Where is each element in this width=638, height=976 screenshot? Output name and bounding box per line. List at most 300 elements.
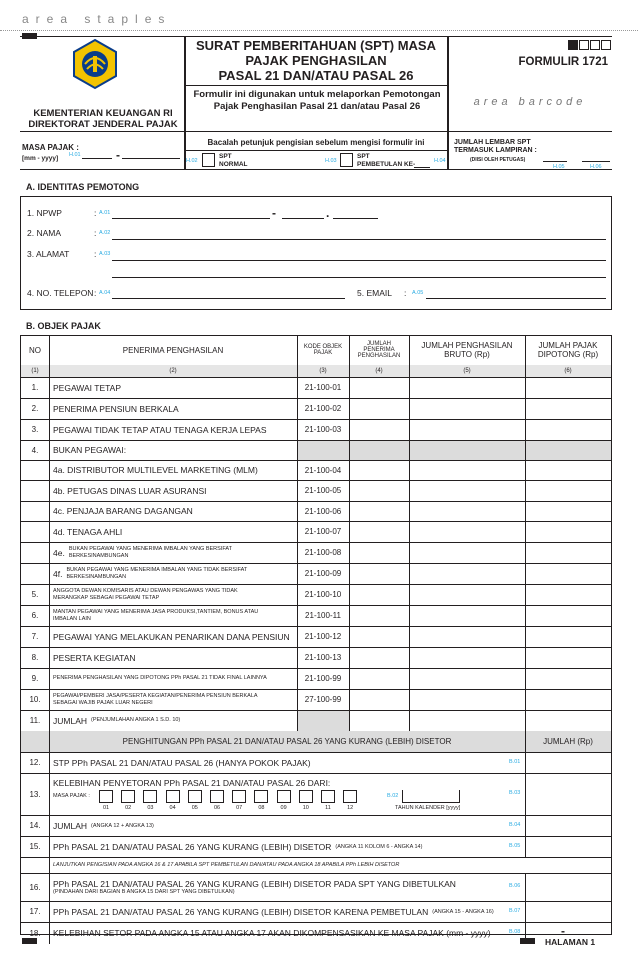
telepon-colon: : [94, 288, 97, 298]
r13-no: 13. [29, 789, 41, 799]
col-divider [525, 710, 526, 731]
r13-month-label: 06 [213, 805, 221, 811]
alamat-colon: : [94, 249, 97, 259]
r13-month-box[interactable] [143, 790, 157, 803]
r13-month-label: 11 [325, 805, 331, 811]
row-no: 5. [31, 590, 39, 599]
h04-label: H.04 [434, 158, 446, 164]
row-no: 8. [31, 653, 39, 662]
row-no [21, 501, 49, 521]
col-divider [349, 419, 350, 440]
col-divider [349, 365, 350, 377]
r18-dash: - [561, 924, 565, 938]
nama-field[interactable] [112, 239, 606, 240]
th-dipotong: JUMLAH PAJAK DIPOTONG (Rp) [537, 341, 599, 359]
r15-small: (ANGKA 11 KOLOM 6 - ANGKA 14) [335, 843, 423, 850]
row-label [53, 605, 293, 626]
col-divider [349, 605, 350, 626]
col-divider [349, 335, 350, 365]
col-divider [297, 626, 298, 647]
telepon-field[interactable] [112, 298, 345, 299]
nama-label: 2. NAMA [27, 228, 62, 238]
col-divider [49, 857, 50, 873]
row-code: 21-100-12 [304, 632, 342, 641]
r12-no: 12. [29, 758, 41, 767]
col-divider [409, 460, 410, 480]
r13-month-label: 12 [347, 805, 354, 811]
area-barcode: area barcode [473, 96, 587, 108]
input-count[interactable] [350, 461, 408, 479]
r17-no: 17. [29, 907, 41, 916]
r18-label-wrap [53, 922, 503, 944]
col-divider [409, 647, 410, 668]
input-bruto[interactable] [410, 399, 524, 418]
masa-pajak-month-field[interactable] [82, 158, 112, 159]
col-divider [297, 710, 298, 731]
row-label [53, 419, 293, 440]
col-divider [49, 584, 50, 605]
r13-month-label: 07 [236, 805, 243, 811]
input-bruto[interactable] [410, 502, 524, 520]
r13-month-box[interactable] [99, 790, 113, 803]
col-divider [49, 815, 50, 836]
r13-month-box[interactable] [254, 790, 268, 803]
r13-month-label: 08 [258, 805, 265, 811]
r17-ref: B.07 [509, 907, 521, 914]
col-divider [525, 815, 526, 836]
row-label-text: PEGAWAI YANG MELAKUKAN PENARIKAN DANA PENSIUN [53, 631, 290, 642]
input-dipotong[interactable] [526, 522, 610, 541]
col-divider [525, 335, 526, 365]
col-divider [49, 873, 50, 901]
col-divider [349, 480, 350, 501]
row-no: 1. [31, 383, 39, 392]
r17-amount-input[interactable] [526, 902, 610, 921]
r13-month-box[interactable] [343, 790, 357, 803]
col-divider [525, 901, 526, 922]
row-code: 21-100-02 [304, 404, 342, 413]
col-divider [297, 335, 298, 365]
input-count[interactable] [350, 420, 408, 439]
col-divider [349, 668, 350, 689]
col-divider [409, 521, 410, 542]
col-divider [525, 836, 526, 857]
input-dipotong[interactable] [526, 461, 610, 479]
row-divider [21, 773, 611, 774]
h05-label: H.05 [553, 164, 565, 170]
a04-label: A.04 [99, 290, 111, 296]
col-divider [525, 480, 526, 501]
col-divider [49, 365, 50, 377]
col-divider [409, 440, 410, 460]
col-divider [297, 419, 298, 440]
r15-amount-input[interactable] [526, 837, 610, 856]
colnum-4: (4) [375, 368, 383, 374]
col-divider [525, 873, 526, 901]
col-divider [349, 501, 350, 521]
npwp-field-3[interactable] [333, 218, 378, 219]
input-bruto[interactable] [410, 481, 524, 500]
col-divider [49, 605, 50, 626]
input-bruto[interactable] [410, 543, 524, 562]
npwp-field-1[interactable] [112, 218, 270, 219]
input-count[interactable] [350, 564, 408, 583]
spt-pembetulan-checkbox[interactable] [340, 153, 353, 167]
jumlah-lembar-field-1[interactable] [543, 161, 567, 162]
col-divider [297, 542, 298, 563]
alamat-label: 3. ALAMAT [27, 249, 70, 259]
col-divider [349, 460, 350, 480]
r13-month-box[interactable] [232, 790, 246, 803]
col-divider [49, 901, 50, 922]
input-bruto[interactable] [410, 522, 524, 541]
h02-label: H.02 [186, 158, 198, 164]
col-divider [409, 689, 410, 710]
input-bruto[interactable] [410, 690, 524, 709]
input-count[interactable] [350, 481, 408, 500]
h01-label: H.01 [69, 152, 81, 158]
r12-ref: B.01 [509, 758, 521, 765]
masa-pajak-year-field[interactable] [122, 158, 180, 159]
col-divider [49, 752, 50, 773]
jumlah-lembar-label: JUMLAH LEMBAR SPT TERMASUK LAMPIRAN : [454, 139, 537, 154]
r16-label-wrap [53, 873, 503, 901]
row-no: 4. [31, 445, 39, 455]
email-field[interactable] [426, 298, 606, 299]
input-bruto[interactable] [410, 461, 524, 479]
r13-month-box[interactable] [210, 790, 224, 803]
colnum-1: (1) [31, 368, 39, 374]
row-label [53, 647, 293, 668]
row-label-text: PEGAWAI TIDAK TETAP ATAU TENAGA KERJA LEPAS [53, 424, 267, 435]
colnum-5: (5) [463, 368, 471, 374]
objek-pajak-table [20, 335, 612, 938]
input-count[interactable] [350, 648, 408, 667]
col-divider [49, 922, 50, 944]
row-label [53, 460, 293, 480]
r12-label: STP PPh PASAL 21 DAN/ATAU PASAL 26 (HANYA POKOK PAJAK) [53, 757, 311, 768]
col-divider [525, 731, 526, 752]
col-divider [525, 668, 526, 689]
r18-label: KELEBIHAN SETOR PADA ANGKA 15 ATAU ANGKA 17 AKAN DIKOMPENSASIKAN KE MASA PAJAK (mm - yyyy) [53, 928, 491, 938]
r13-b02: B.02 [387, 793, 399, 799]
col-divider [49, 460, 50, 480]
col-divider [409, 335, 410, 365]
input-count[interactable] [350, 690, 408, 709]
row-label [53, 584, 293, 605]
r13-month-label: 02 [125, 805, 132, 811]
col-divider [409, 419, 410, 440]
input-dipotong[interactable] [526, 481, 610, 500]
form-title-1: SURAT PEMBERITAHUAN (SPT) MASA [195, 38, 436, 53]
spt-pembetulan-label-1: SPT [357, 153, 370, 160]
input-bruto[interactable] [410, 627, 524, 646]
r13-month-box[interactable] [299, 790, 313, 803]
npwp-field-2[interactable] [282, 218, 324, 219]
petunjuk-underline [186, 150, 447, 151]
input-bruto[interactable] [410, 711, 524, 730]
input-dipotong[interactable] [526, 648, 610, 667]
col-divider [525, 773, 526, 815]
masa-pajak-label: MASA PAJAK : [22, 143, 79, 152]
col-divider [525, 542, 526, 563]
r13-masa-label: MASA PAJAK : [53, 793, 90, 799]
col-divider [409, 584, 410, 605]
row-label [53, 480, 293, 501]
nama-colon: : [94, 228, 97, 238]
col-divider [525, 377, 526, 398]
r15-ref: B.05 [509, 842, 521, 849]
col-divider [349, 398, 350, 419]
row-label-text: PEGAWAI TETAP [53, 382, 122, 393]
spt-normal-label-1: SPT [219, 153, 232, 160]
col-divider [49, 689, 50, 710]
col-divider [409, 501, 410, 521]
r13-month-label: 10 [302, 805, 309, 811]
col-divider [349, 377, 350, 398]
row-code: 21-100-04 [304, 465, 342, 475]
input-dipotong[interactable] [526, 627, 610, 646]
row-no [21, 480, 49, 501]
col-divider [49, 501, 50, 521]
col-divider [49, 377, 50, 398]
th-no: NO [29, 345, 41, 355]
input-count[interactable] [350, 606, 408, 625]
r15-label-wrap [53, 836, 503, 857]
col-divider [49, 710, 50, 731]
r13-month-box[interactable] [121, 790, 135, 803]
shaded-cell [410, 441, 525, 460]
a05-label: A.05 [412, 290, 424, 296]
input-count[interactable] [350, 669, 408, 688]
col-divider [49, 335, 50, 365]
row-label-small: PENERIMA PENGHASILAN YANG DIPOTONG PPh PASAL 21 TIDAK FINAL LAINNYA [53, 675, 267, 682]
email-label: 5. EMAIL [357, 288, 392, 298]
row-label-text: 4a. DISTRIBUTOR MULTILEVEL MARKETING (MLM) [53, 465, 258, 475]
col-divider [525, 365, 526, 377]
input-dipotong[interactable] [526, 378, 610, 397]
row-label-small: BUKAN PEGAWAI YANG MENERIMA IMBALAN YANG BERSIFAT BERKESINAMBUNGAN [68, 546, 232, 559]
r14-no: 14. [29, 821, 41, 830]
r13-label: KELEBIHAN PENYETORAN PPh PASAL 21 DAN/ATAU PASAL 26 DARI: [53, 778, 331, 788]
r13-month-box[interactable] [166, 790, 180, 803]
input-bruto[interactable] [410, 606, 524, 625]
r14-label: JUMLAH [53, 820, 88, 831]
col-divider [409, 605, 410, 626]
row-label-text: PENERIMA PENSIUN BERKALA [53, 403, 179, 414]
row-code: 21-100-01 [304, 383, 342, 392]
row-label [53, 501, 293, 521]
col-divider [49, 836, 50, 857]
row-no: 7. [31, 632, 39, 641]
alamat-field-1[interactable] [112, 260, 606, 261]
r14-small: (ANGKA 12 + ANGKA 13) [91, 822, 154, 829]
col-divider [409, 563, 410, 584]
calc-jumlah-header: JUMLAH (Rp) [543, 737, 593, 746]
r13-year-input[interactable] [402, 790, 460, 803]
form-squares [568, 40, 612, 50]
input-dipotong[interactable] [526, 669, 610, 688]
row-code: 27-100-99 [304, 695, 342, 704]
r13-month-box[interactable] [321, 790, 335, 803]
shaded-cell [298, 711, 349, 731]
input-count[interactable] [350, 522, 408, 541]
row-label [53, 377, 293, 398]
r14-ref: B.04 [509, 821, 521, 828]
input-bruto[interactable] [410, 378, 524, 397]
header-title-underline [186, 85, 447, 86]
col-divider [49, 440, 50, 460]
col-divider [525, 440, 526, 460]
row-label-small: MANTAN PEGAWAI YANG MENERIMA JASA PRODUKSI,TANTIEM, BONUS ATAU IMBALAN LAIN [53, 609, 259, 622]
form-number: FORMULIR 1721 [518, 56, 608, 68]
input-count[interactable] [350, 399, 408, 418]
input-dipotong[interactable] [526, 502, 610, 520]
col-divider [525, 398, 526, 419]
r14-amount-input[interactable] [526, 816, 610, 835]
npwp-colon: : [94, 208, 97, 218]
col-divider [349, 542, 350, 563]
th-jumlah-penerima: JUMLAH PENERIMA PENGHASILAN [357, 341, 401, 359]
input-dipotong[interactable] [526, 585, 610, 604]
col-divider [49, 731, 50, 752]
row-label [53, 668, 293, 689]
diisi-petugas-label: (DIISI OLEH PETUGAS) [470, 157, 526, 163]
row-label [53, 398, 293, 419]
alamat-field-2[interactable] [112, 277, 606, 278]
r13-month-label: 01 [102, 805, 110, 811]
r13-tahun-label: TAHUN KALENDER [yyyy] [395, 805, 461, 811]
row-label [53, 626, 293, 647]
col-divider [409, 668, 410, 689]
colnum-3: (3) [319, 368, 327, 374]
col-divider [525, 626, 526, 647]
jumlah-lembar-field-2[interactable] [582, 161, 610, 162]
row-label-text: 4b. PETUGAS DINAS LUAR ASURANSI [53, 485, 207, 496]
input-count[interactable] [350, 543, 408, 562]
area-staples: area staples [22, 12, 172, 26]
input-count[interactable] [350, 502, 408, 520]
ministry-name: KEMENTERIAN KEUANGAN RI [33, 108, 173, 119]
a03-label: A.03 [99, 251, 111, 257]
col-divider [49, 647, 50, 668]
col-divider [349, 626, 350, 647]
spt-normal-label-2: NORMAL [219, 161, 248, 168]
spt-normal-checkbox[interactable] [202, 153, 215, 167]
input-count[interactable] [350, 378, 408, 397]
col-divider [525, 419, 526, 440]
r18-no: 18. [29, 928, 41, 938]
top-dotted-line [0, 30, 638, 31]
row-no [21, 542, 49, 563]
col-divider [49, 563, 50, 584]
input-count[interactable] [350, 711, 408, 730]
r13-label-wrap [53, 777, 503, 789]
input-dipotong[interactable] [526, 711, 610, 730]
row-no: 9. [31, 674, 39, 683]
djp-logo [70, 38, 120, 90]
input-dipotong[interactable] [526, 606, 610, 625]
r16-amount-input[interactable] [526, 874, 610, 900]
row-code: 21-100-07 [304, 527, 342, 536]
h06-label: H.06 [590, 164, 602, 170]
input-bruto[interactable] [410, 585, 524, 604]
row-code: 21-100-10 [304, 590, 342, 599]
r13-month-box[interactable] [277, 790, 291, 803]
input-count[interactable] [350, 627, 408, 646]
row-label-text: JUMLAH [53, 715, 88, 726]
r12-label-wrap [53, 752, 503, 773]
col-divider [297, 584, 298, 605]
input-bruto[interactable] [410, 564, 524, 583]
th-bruto: JUMLAH PENGHASILAN BRUTO (Rp) [421, 341, 513, 359]
input-count[interactable] [350, 585, 408, 604]
r13-month-label: 03 [147, 805, 154, 811]
row-code: 21-100-99 [304, 674, 342, 683]
col-divider [349, 584, 350, 605]
telepon-label: 4. NO. TELEPON [27, 288, 94, 298]
note-row: LANJUTKAN PENGISIAN PADA ANGKA 16 & 17 APABILA SPT PEMBETULAN DAN/ATAU PADA ANGKA 18 APABILA PPh LEBIH DISETOR [53, 862, 400, 868]
a02-label: A.02 [99, 230, 111, 236]
section-a-title: A. IDENTITAS PEMOTONG [26, 182, 140, 192]
col-divider [49, 668, 50, 689]
row-no: 11. [29, 716, 41, 725]
row-label-text: 4d. TENAGA AHLI [53, 526, 123, 537]
row-code: 21-100-05 [304, 486, 342, 495]
npwp-dash: - [272, 206, 276, 220]
input-dipotong[interactable] [526, 690, 610, 709]
r13-amount-input[interactable] [526, 774, 610, 814]
col-divider [297, 398, 298, 419]
r12-amount-input[interactable] [526, 753, 610, 772]
col-divider [525, 605, 526, 626]
r15-label: PPh PASAL 21 DAN/ATAU PASAL 26 YANG KURANG (LEBIH) DISETOR [53, 841, 332, 852]
col-divider [349, 689, 350, 710]
r15-no: 15. [29, 842, 41, 851]
r16-ref: B.06 [509, 883, 521, 889]
row-label-text: BUKAN PEGAWAI: [53, 445, 127, 455]
r14-label-wrap [53, 815, 503, 836]
pembetulan-ke-field[interactable] [414, 167, 430, 168]
input-dipotong[interactable] [526, 564, 610, 583]
col-divider [409, 398, 410, 419]
row-code: 21-100-13 [304, 653, 342, 662]
r17-label-wrap [53, 901, 503, 922]
input-dipotong[interactable] [526, 543, 610, 562]
row-no [21, 521, 49, 542]
input-bruto[interactable] [410, 669, 524, 688]
col-divider [409, 710, 410, 731]
input-bruto[interactable] [410, 420, 524, 439]
col-divider [409, 365, 410, 377]
email-colon: : [404, 288, 407, 298]
row-code: 21-100-08 [304, 548, 342, 557]
col-divider [409, 626, 410, 647]
r13-month-label: 09 [280, 805, 287, 811]
input-dipotong[interactable] [526, 420, 610, 439]
col-divider [409, 480, 410, 501]
meta-divider-2 [447, 132, 449, 170]
col-divider [349, 440, 350, 460]
col-divider [297, 647, 298, 668]
row-label [53, 563, 293, 584]
input-dipotong[interactable] [526, 399, 610, 418]
r18-ref: B.08 [509, 929, 521, 935]
petunjuk-text: Bacalah petunjuk pengisian sebelum mengisi formulir ini [207, 138, 425, 147]
r13-month-box[interactable] [188, 790, 202, 803]
col-divider [297, 460, 298, 480]
input-bruto[interactable] [410, 648, 524, 667]
